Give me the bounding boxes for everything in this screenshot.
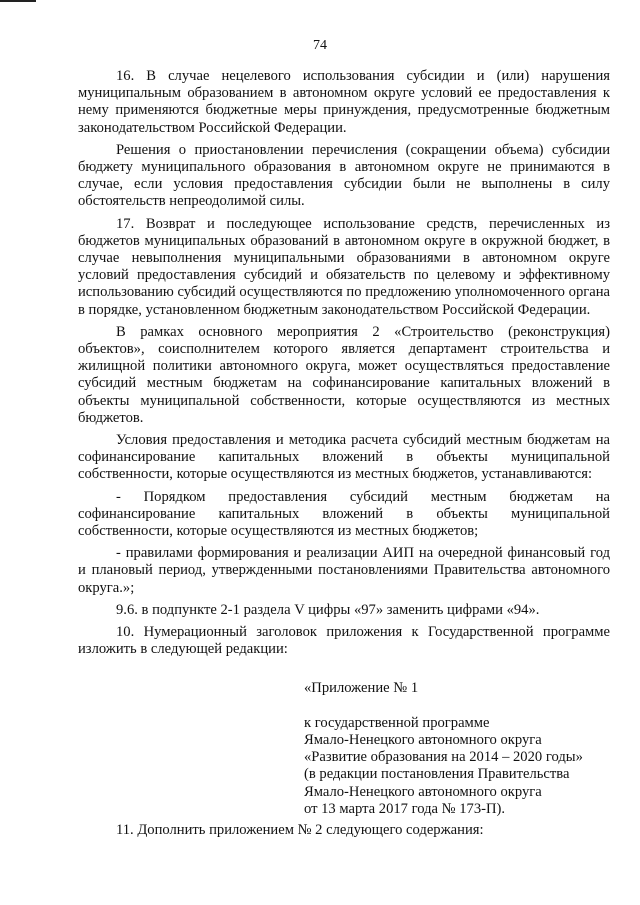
appendix-title: «Приложение № 1: [304, 679, 419, 696]
paragraph-conditions: Условия предоставления и методика расчета субсидий местным бюджетам на софинансирование капитальных вложений в объекты муниципальной собственности, которые осуществляются из местных бюджетов, устанавливаются:: [78, 432, 610, 483]
list-item-rules: - правилами формирования и реализации АИП на очередной финансовый год и плановый период, утвержденными постановлениями Правительства автономного округа.»;: [78, 545, 610, 596]
appendix-line-5: Ямало-Ненецкого автономного округа: [304, 783, 542, 800]
appendix-line-6: от 13 марта 2017 года № 173-П).: [304, 800, 506, 817]
paragraph-17: 17. Возврат и последующее использование средств, перечисленных из бюджетов муниципальных образований в автономном округе в окружной бюджет, в случае невыполнения муниципальными образованиями в автономном округе условий предоставления субсидий и обязательств по целевому и эффективному использованию субсидий осуществляются по предложению уполномоченного органа в порядке, установленном бюджетным законодательством Российской Федерации.: [78, 215, 610, 318]
scan-corner-mark: [0, 0, 36, 2]
page-number: 74: [313, 38, 327, 53]
appendix-line-3: «Развитие образования на 2014 – 2020 годы»: [304, 749, 583, 766]
paragraph-10: 10. Нумерационный заголовок приложения к Государственной программе изложить в следующей редакции:: [78, 624, 610, 658]
paragraph-main-activity-2: В рамках основного мероприятия 2 «Строительство (реконструкция) объектов», соисполнителем которого является департамент строительства и жилищной политики автономного округа, может осуществляться предоставление субсидий местным бюджетам на софинансирование капитальных вложений в объекты муниципальной собственности, которые осуществляются из местных бюджетов.: [78, 323, 610, 426]
paragraph-16: 16. В случае нецелевого использования субсидии и (или) нарушения муниципальным образованием в автономном округе условий ее предоставления к нему применяются бюджетные меры принуждения, предусмотренные бюджетным законодательством Российской Федерации.: [78, 68, 610, 136]
appendix-line-1: к государственной программе: [304, 714, 490, 731]
paragraph-suspension-decision: Решения о приостановлении перечисления (сокращении объема) субсидии бюджету муниципального образования в автономном округе не принимаются в случае, если условия предоставления субсидии были не выполнены в силу обстоятельств непреодолимой силы.: [78, 141, 610, 210]
appendix-spacer: [304, 697, 610, 715]
document-body: [78, 68, 610, 844]
list-item-procedure: - Порядком предоставления субсидий местным бюджетам на софинансирование капитальных вложений в объекты муниципальной собственности, которые осуществляются из местных бюджетов;: [78, 488, 610, 540]
appendix-heading-block: [304, 680, 610, 818]
paragraph-11: 11. Дополнить приложением № 2 следующего содержания:: [116, 821, 484, 838]
appendix-line-4: (в редакции постановления Правительства: [304, 766, 570, 783]
appendix-line-2: Ямало-Ненецкого автономного округа: [304, 731, 542, 748]
paragraph-9-6: 9.6. в подпункте 2-1 раздела V цифры «97» заменить цифрами «94».: [116, 601, 540, 618]
